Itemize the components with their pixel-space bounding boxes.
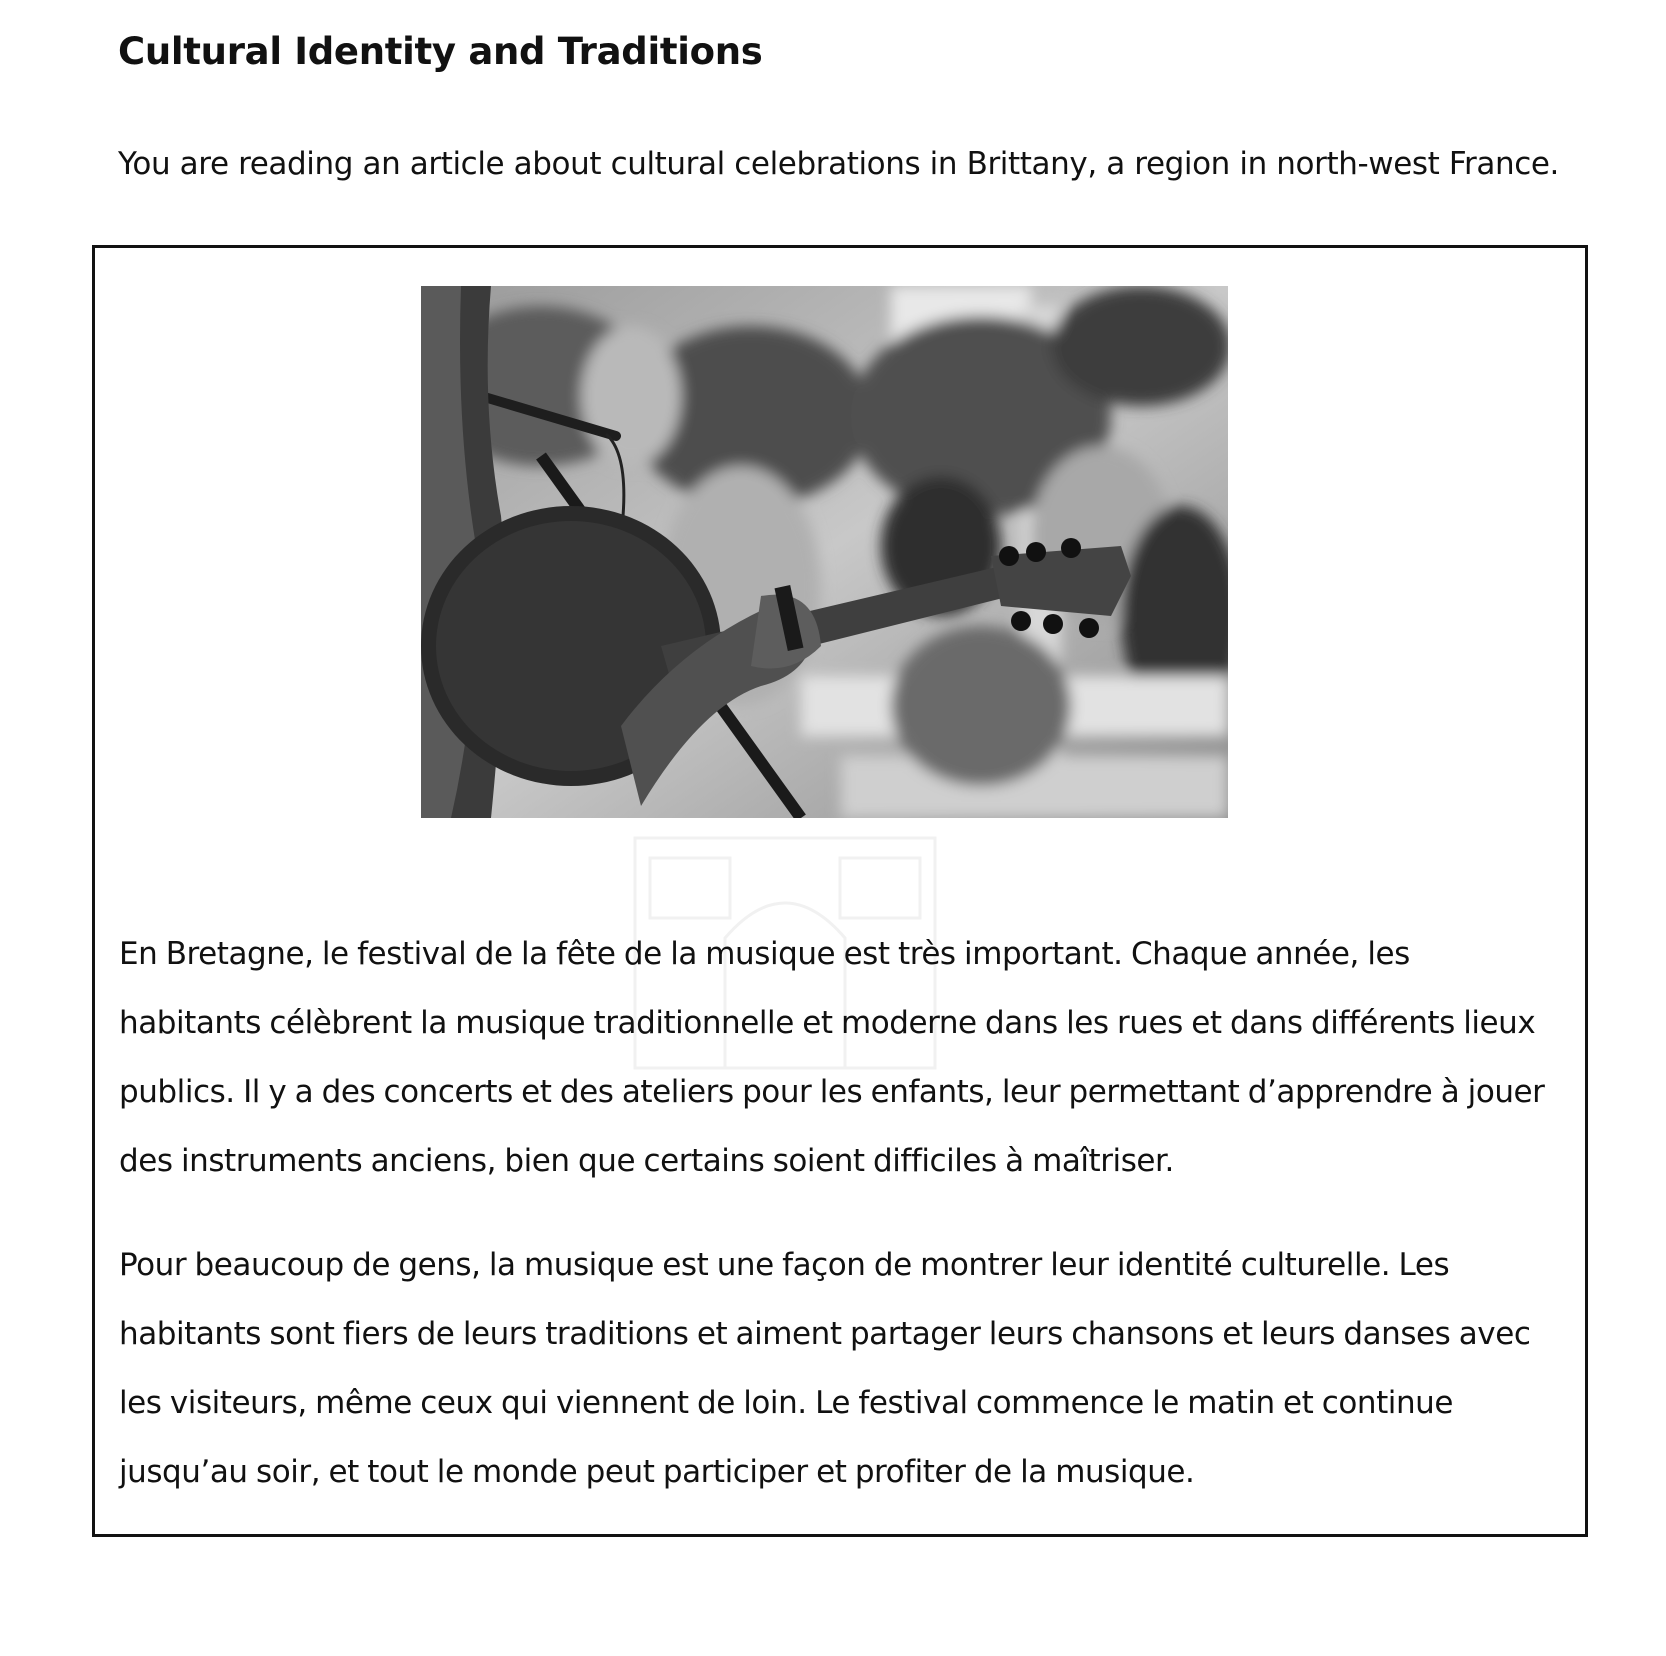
guitar-player-photo — [421, 286, 1228, 818]
paragraph-1-line: habitants célèbrent la musique traditionnelle et moderne dans les rues et dans différents lieux — [119, 1005, 1536, 1041]
paragraph-2-line: les visiteurs, même ceux qui viennent de loin. Le festival commence le matin et continue — [119, 1385, 1453, 1421]
paragraph-1-line: En Bretagne, le festival de la fête de la musique est très important. Chaque année, les — [119, 936, 1410, 972]
paragraph-1-line: des instruments anciens, bien que certains soient difficiles à maîtriser. — [119, 1143, 1174, 1179]
paragraph-2-line: Pour beaucoup de gens, la musique est une façon de montrer leur identité culturelle. Les — [119, 1247, 1450, 1283]
intro-text: You are reading an article about cultural celebrations in Brittany, a region in north-west France. — [118, 146, 1559, 182]
page-title: Cultural Identity and Traditions — [118, 30, 763, 73]
paragraph-1-line: publics. Il y a des concerts et des ateliers pour les enfants, leur permettant d’apprendre à jouer — [119, 1074, 1545, 1110]
paragraph-2-line: jusqu’au soir, et tout le monde peut participer et profiter de la musique. — [119, 1454, 1195, 1490]
paragraph-2-line: habitants sont fiers de leurs traditions et aiment partager leurs chansons et leurs danses avec — [119, 1316, 1531, 1352]
paragraph-2 — [119, 1231, 1559, 1507]
paragraph-1 — [119, 920, 1559, 1196]
article-box — [92, 245, 1588, 1537]
